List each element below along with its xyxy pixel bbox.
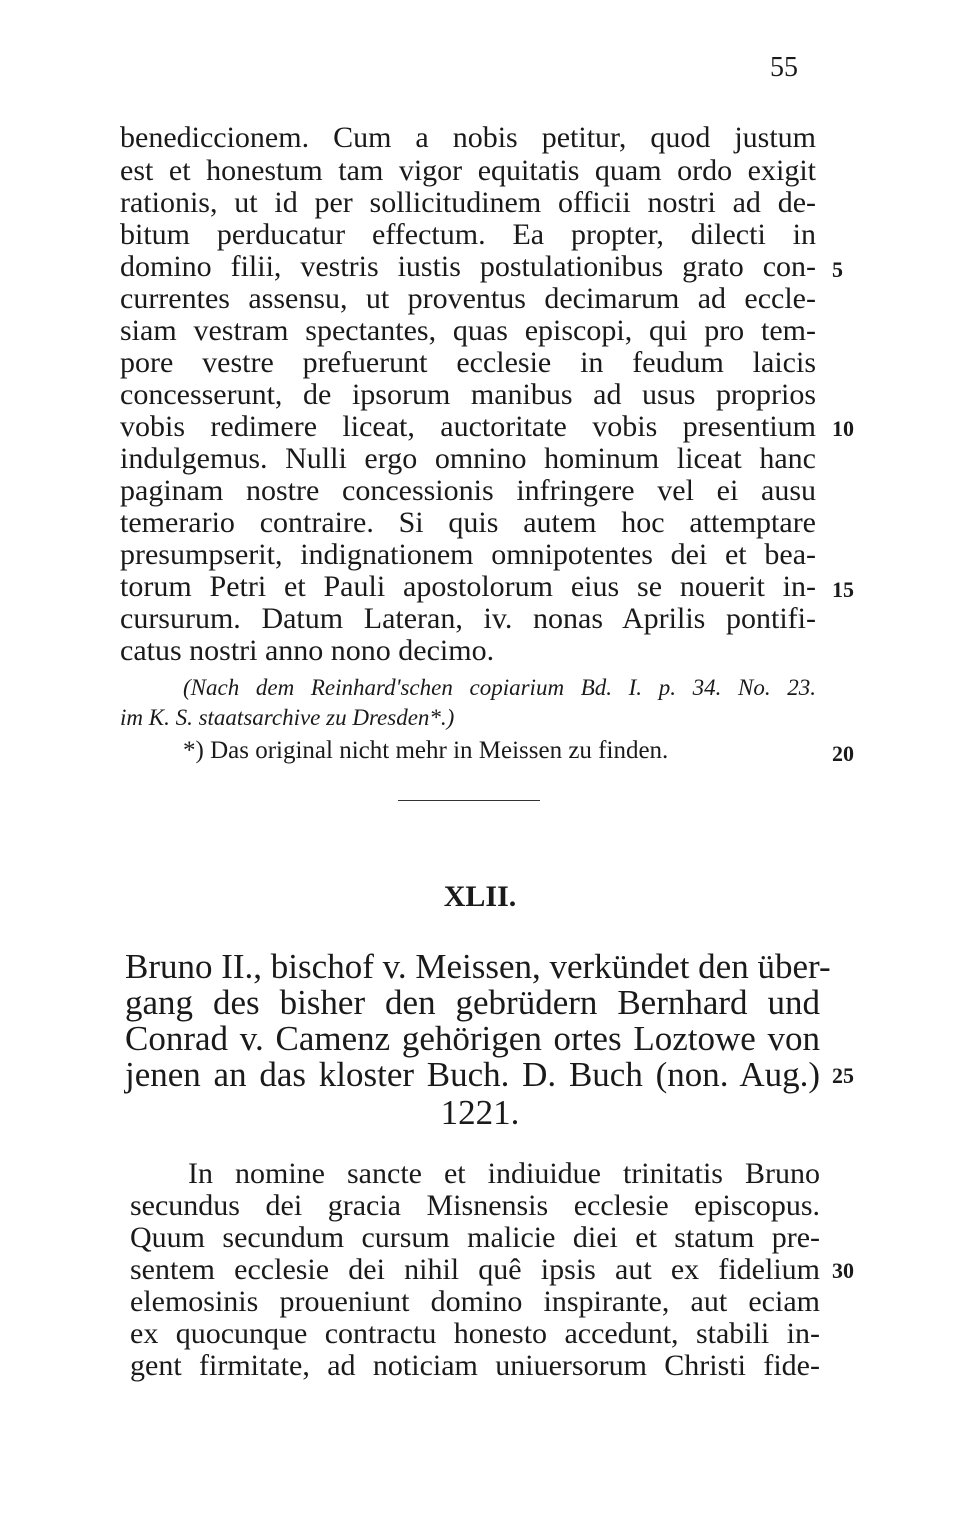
- document-title-line: jenen an das kloster Buch. D. Buch (non. Aug.): [125, 1055, 820, 1094]
- line-number: 25: [832, 1063, 854, 1088]
- body-line: bitum perducatur effectum. Ea propter, dilecti in: [120, 218, 816, 251]
- body-line: domino filii, vestris iustis postulationibus grato con-: [120, 250, 816, 283]
- body-line: pore vestre prefuerunt ecclesie in feudum laicis: [120, 346, 816, 379]
- body-line: temerario contraire. Si quis autem hoc attemptare: [120, 506, 816, 539]
- body-line: est et honestum tam vigor equitatis quam ordo exigit: [120, 154, 816, 187]
- body-line: paginam nostre concessionis infringere vel ei ausu: [120, 474, 816, 507]
- document-line: Quum secundum cursum malicie diei et statum pre-: [130, 1221, 820, 1254]
- document-date: 1221.: [440, 1093, 520, 1132]
- body-line: presumpserit, indignationem omnipotentes dei et bea-: [120, 538, 816, 571]
- document-line: sentem ecclesie dei nihil quê ipsis aut ex fidelium: [130, 1253, 820, 1286]
- body-line: torum Petri et Pauli apostolorum eius se nouerit in-: [120, 570, 816, 603]
- body-line: cursurum. Datum Lateran, iv. nonas Aprilis pontifi-: [120, 602, 816, 635]
- line-number: 10: [832, 416, 854, 441]
- document-line: elemosinis proueniunt domino inspirante, aut eciam: [130, 1285, 820, 1318]
- document-line: In nomine sancte et indiuidue trinitatis Bruno: [188, 1157, 820, 1190]
- body-line: vobis redimere liceat, auctoritate vobis presentium: [120, 410, 816, 443]
- document-number: XLII.: [443, 880, 517, 913]
- line-number: 20: [832, 741, 854, 766]
- document-line: secundus dei gracia Misnensis ecclesie episcopus.: [130, 1189, 820, 1222]
- body-line: catus nostri anno nono decimo.: [120, 634, 495, 667]
- document-line: gent firmitate, ad noticiam uniuersorum Christi fide-: [130, 1349, 820, 1382]
- section-divider: [398, 800, 540, 801]
- body-line: indulgemus. Nulli ergo omnino hominum liceat hanc: [120, 442, 816, 475]
- source-note-line: im K. S. staatsarchive zu Dresden*.): [120, 705, 455, 730]
- body-line: rationis, ut id per sollicitudinem officii nostri ad de-: [120, 186, 816, 219]
- document-line: ex quocunque contractu honesto accedunt, stabili in-: [130, 1317, 820, 1350]
- document-title-line: Bruno II., bischof v. Meissen, verkündet den über-: [125, 947, 831, 986]
- body-line: concesserunt, de ipsorum manibus ad usus proprios: [120, 378, 816, 411]
- document-title-line: Conrad v. Camenz gehörigen ortes Loztowe von: [125, 1019, 820, 1058]
- body-line: currentes assensu, ut proventus decimarum ad eccle-: [120, 282, 816, 315]
- body-line: siam vestram spectantes, quas episcopi, qui pro tem-: [120, 314, 816, 347]
- source-note-line: (Nach dem Reinhard'schen copiarium Bd. I. p. 34. No. 23.: [183, 675, 816, 700]
- line-number: 15: [832, 577, 854, 602]
- document-title-line: gang des bisher den gebrüdern Bernhard und: [125, 983, 820, 1022]
- footnote: *) Das original nicht mehr in Meissen zu finden.: [183, 737, 669, 764]
- line-number: 5: [832, 257, 843, 282]
- body-line: benediccionem. Cum a nobis petitur, quod justum: [120, 121, 816, 154]
- line-number: 30: [832, 1258, 854, 1283]
- page-number: 55: [770, 52, 798, 83]
